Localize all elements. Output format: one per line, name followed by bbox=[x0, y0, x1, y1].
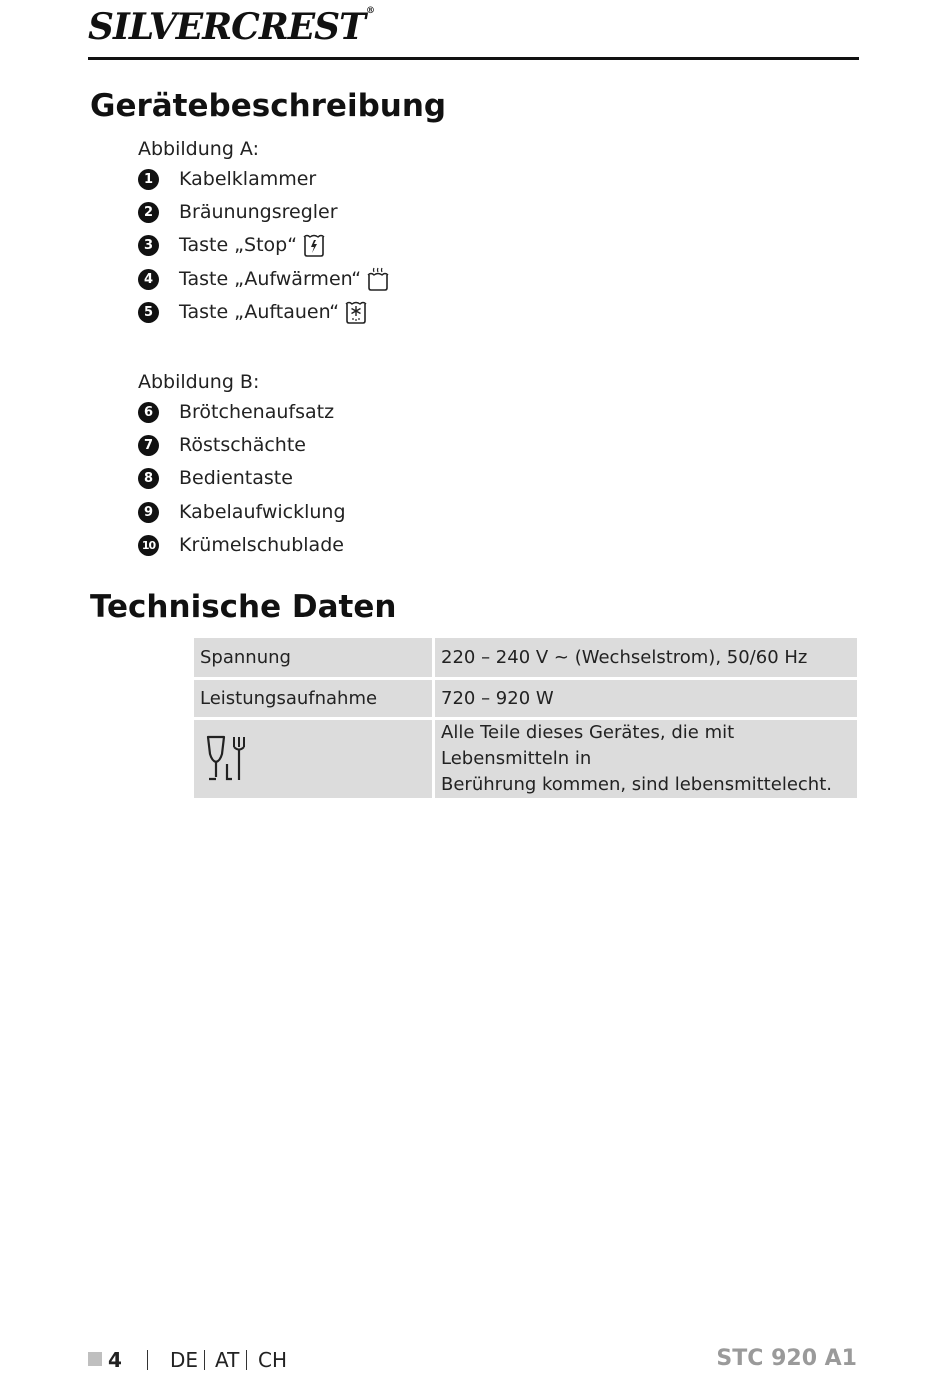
specs-table bbox=[194, 638, 857, 801]
table-row bbox=[194, 720, 857, 801]
item-number: 9 bbox=[138, 502, 159, 523]
item-label: Bedientaste bbox=[179, 467, 293, 489]
list-item bbox=[138, 232, 298, 258]
table-row bbox=[194, 680, 857, 720]
spec-key-icon-cell bbox=[194, 720, 435, 801]
item-number: 2 bbox=[138, 202, 159, 223]
item-number: 7 bbox=[138, 435, 159, 456]
list-item bbox=[138, 166, 317, 192]
header-rule bbox=[88, 57, 859, 60]
item-number: 3 bbox=[138, 235, 159, 256]
spec-value-line: Berührung kommen, sind lebensmittelecht. bbox=[441, 774, 832, 795]
item-label: Krümelschublade bbox=[179, 534, 344, 556]
list-item bbox=[138, 266, 362, 292]
table-row bbox=[194, 638, 857, 680]
country-code: DE bbox=[170, 1348, 199, 1372]
item-label: Taste „Stop“ bbox=[179, 234, 298, 256]
item-number: 6 bbox=[138, 402, 159, 423]
list-item bbox=[138, 499, 346, 525]
list-item bbox=[138, 299, 340, 325]
spec-value-line: Alle Teile dieses Gerätes, die mit Lebensmitteln in bbox=[441, 722, 735, 769]
section-title-tech: Technische Daten bbox=[90, 589, 397, 625]
list-item bbox=[138, 432, 306, 458]
figure-a-label: Abbildung A: bbox=[138, 138, 259, 160]
item-number: 10 bbox=[138, 535, 159, 556]
item-number: 4 bbox=[138, 269, 159, 290]
page-marker bbox=[88, 1352, 102, 1366]
section-title-description: Gerätebeschreibung bbox=[90, 88, 447, 124]
spec-key: Leistungsaufnahme bbox=[194, 680, 435, 720]
registered-mark: ® bbox=[365, 6, 374, 16]
defrost-button-icon bbox=[345, 300, 367, 324]
list-item bbox=[138, 399, 335, 425]
figure-b-label: Abbildung B: bbox=[138, 371, 260, 393]
list-item bbox=[138, 199, 338, 225]
item-label: Bräunungsregler bbox=[179, 201, 338, 223]
food-safe-icon bbox=[204, 734, 248, 784]
item-number: 5 bbox=[138, 302, 159, 323]
footer-separator bbox=[147, 1350, 148, 1370]
page-number: 4 bbox=[108, 1348, 122, 1372]
stop-button-icon bbox=[303, 233, 325, 257]
item-label: Brötchenaufsatz bbox=[179, 401, 335, 423]
country-code: AT bbox=[215, 1348, 240, 1372]
footer-separator bbox=[204, 1350, 205, 1370]
item-label: Röstschächte bbox=[179, 434, 306, 456]
spec-value: 220 – 240 V ~ (Wechselstrom), 50/60 Hz bbox=[435, 638, 857, 680]
list-item bbox=[138, 465, 293, 491]
country-code: CH bbox=[258, 1348, 288, 1372]
item-number: 8 bbox=[138, 468, 159, 489]
footer-separator bbox=[246, 1350, 247, 1370]
item-label: Taste „Auftauen“ bbox=[179, 301, 340, 323]
list-item bbox=[138, 532, 344, 558]
item-label: Kabelklammer bbox=[179, 168, 317, 190]
spec-value bbox=[435, 720, 857, 801]
model-number: STC 920 A1 bbox=[716, 1346, 857, 1371]
item-label: Kabelaufwicklung bbox=[179, 501, 346, 523]
spec-key: Spannung bbox=[194, 638, 435, 680]
brand-logo: SILVERCREST® bbox=[88, 6, 374, 48]
item-label: Taste „Aufwärmen“ bbox=[179, 268, 362, 290]
reheat-button-icon bbox=[367, 267, 389, 291]
spec-value: 720 – 920 W bbox=[435, 680, 857, 720]
item-number: 1 bbox=[138, 169, 159, 190]
